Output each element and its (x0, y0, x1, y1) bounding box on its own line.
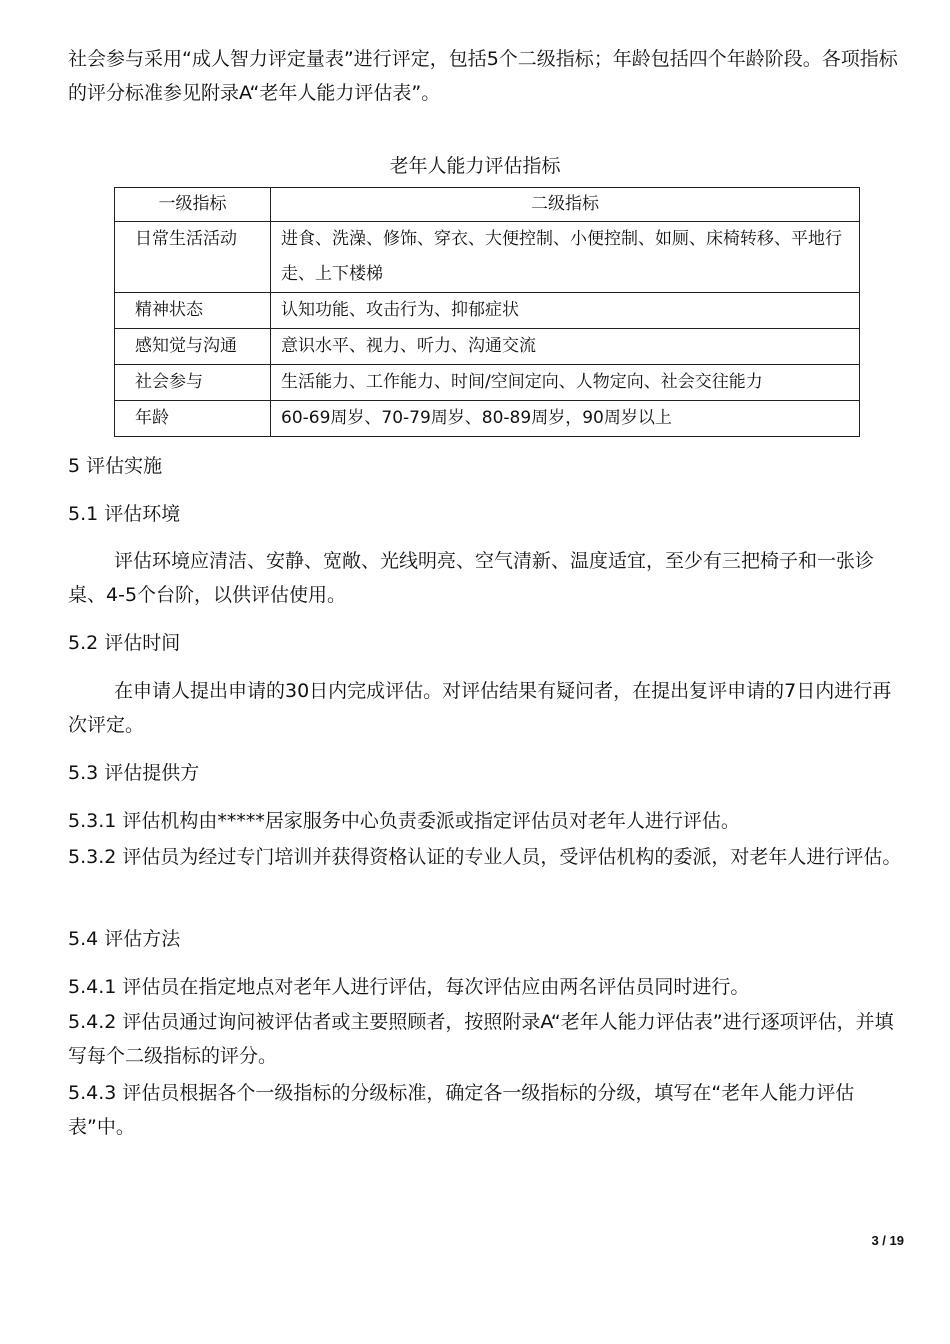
section-5-4-1-text: 5.4.1 评估员在指定地点对老年人进行评估，每次评估应由两名评估员同时进行。 (68, 976, 750, 998)
row-level2: 意识水平、视力、听力、沟通交流 (271, 329, 860, 365)
row-level1: 精神状态 (115, 293, 271, 329)
row-level2: 进食、洗澡、修饰、穿衣、大便控制、小便控制、如厕、床椅转移、平地行走、上下楼梯 (271, 222, 860, 293)
intro-paragraph: 社会参与采用“成人智力评定量表”进行评定，包括5个二级指标；年龄包括四个年龄阶段。各项指标的评分标准参见附录A“老年人能力评估表”。 (68, 48, 898, 104)
table-row (115, 329, 860, 365)
section-5-2-text: 在申请人提出申请的30日内完成评估。对评估结果有疑问者，在提出复评申请的7日内进行再次评定。 (68, 680, 892, 736)
row-level2: 生活能力、工作能力、时间/空间定向、人物定向、社会交往能力 (271, 365, 860, 401)
page-number: 3 / 19 (871, 1233, 904, 1248)
table-row (115, 365, 860, 401)
row-level1: 感知觉与沟通 (115, 329, 271, 365)
section-5-heading: 5 评估实施 (68, 455, 163, 477)
section-5-3-1-text: 5.3.1 评估机构由*****居家服务中心负责委派或指定评估员对老年人进行评估。 (68, 810, 740, 832)
row-level2: 认知功能、攻击行为、抑郁症状 (271, 293, 860, 329)
table-row (115, 401, 860, 437)
header-level1: 一级指标 (115, 188, 271, 222)
section-5-1-heading: 5.1 评估环境 (68, 503, 181, 525)
indicator-table (114, 187, 860, 437)
section-5-4-3-text: 5.4.3 评估员根据各个一级指标的分级标准，确定各一级指标的分级，填写在“老年人能力评估表”中。 (68, 1082, 855, 1138)
header-level2: 二级指标 (271, 188, 860, 222)
section-5-2-heading: 5.2 评估时间 (68, 632, 181, 654)
row-level1: 日常生活活动 (115, 222, 271, 293)
row-level2: 60-69周岁、70-79周岁、80-89周岁，90周岁以上 (271, 401, 860, 437)
section-5-4-heading: 5.4 评估方法 (68, 928, 181, 950)
table-header-row (115, 188, 860, 222)
table-row (115, 222, 860, 293)
section-5-3-2-text: 5.3.2 评估员为经过专门培训并获得资格认证的专业人员，受评估机构的委派，对老年人进行评估。 (68, 846, 902, 868)
section-5-3-heading: 5.3 评估提供方 (68, 762, 200, 784)
table-row (115, 293, 860, 329)
table-title: 老年人能力评估指标 (389, 155, 561, 177)
section-5-1-text: 评估环境应清洁、安静、宽敞、光线明亮、空气清新、温度适宜，至少有三把椅子和一张诊桌、4-5个台阶，以供评估使用。 (68, 550, 875, 606)
row-level1: 社会参与 (115, 365, 271, 401)
section-5-4-2-text: 5.4.2 评估员通过询问被评估者或主要照顾者，按照附录A“老年人能力评估表”进行逐项评估，并填写每个二级指标的评分。 (68, 1011, 894, 1067)
row-level1: 年龄 (115, 401, 271, 437)
